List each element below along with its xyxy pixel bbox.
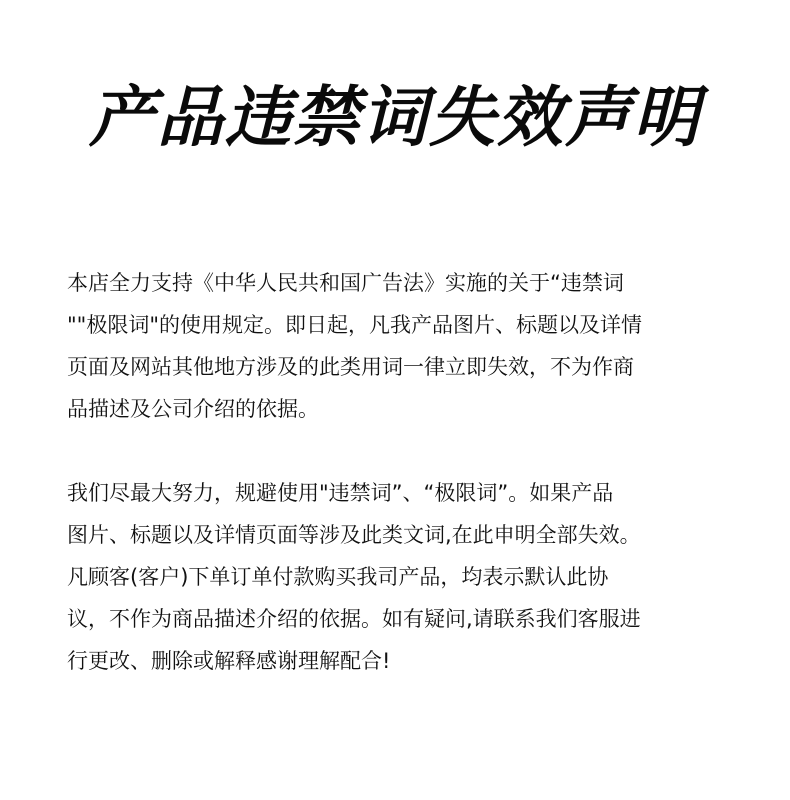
paragraph-line: 凡顾客(客户)下单订单付款购买我司产品，均表示默认此协 bbox=[67, 565, 609, 589]
statement-paragraph-1 bbox=[67, 262, 727, 430]
paragraph-line: 品描述及公司介绍的依据。 bbox=[67, 397, 319, 421]
page-title: 产品违禁词失效声明 bbox=[89, 79, 701, 156]
paragraph-line: 我们尽最大努力，规避使用"违禁词”、“极限词”。如果产品 bbox=[67, 481, 614, 505]
paragraph-line: ""极限词"的使用规定。即日起，凡我产品图片、标题以及详情 bbox=[67, 313, 642, 337]
paragraph-line: 议，不作为商品描述介绍的依据。如有疑问,请联系我们客服进 bbox=[67, 607, 641, 631]
paragraph-line: 图片、标题以及详情页面等涉及此类文词,在此申明全部失效。 bbox=[67, 523, 641, 547]
statement-paragraph-2 bbox=[67, 472, 727, 682]
paragraph-line: 页面及网站其他地方涉及的此类用词一律立即失效，不为作商 bbox=[67, 355, 634, 379]
paragraph-line: 行更改、删除或解释感谢理解配合! bbox=[67, 649, 391, 673]
paragraph-line: 本店全力支持《中华人民共和国广告法》实施的关于“违禁词 bbox=[67, 271, 624, 295]
